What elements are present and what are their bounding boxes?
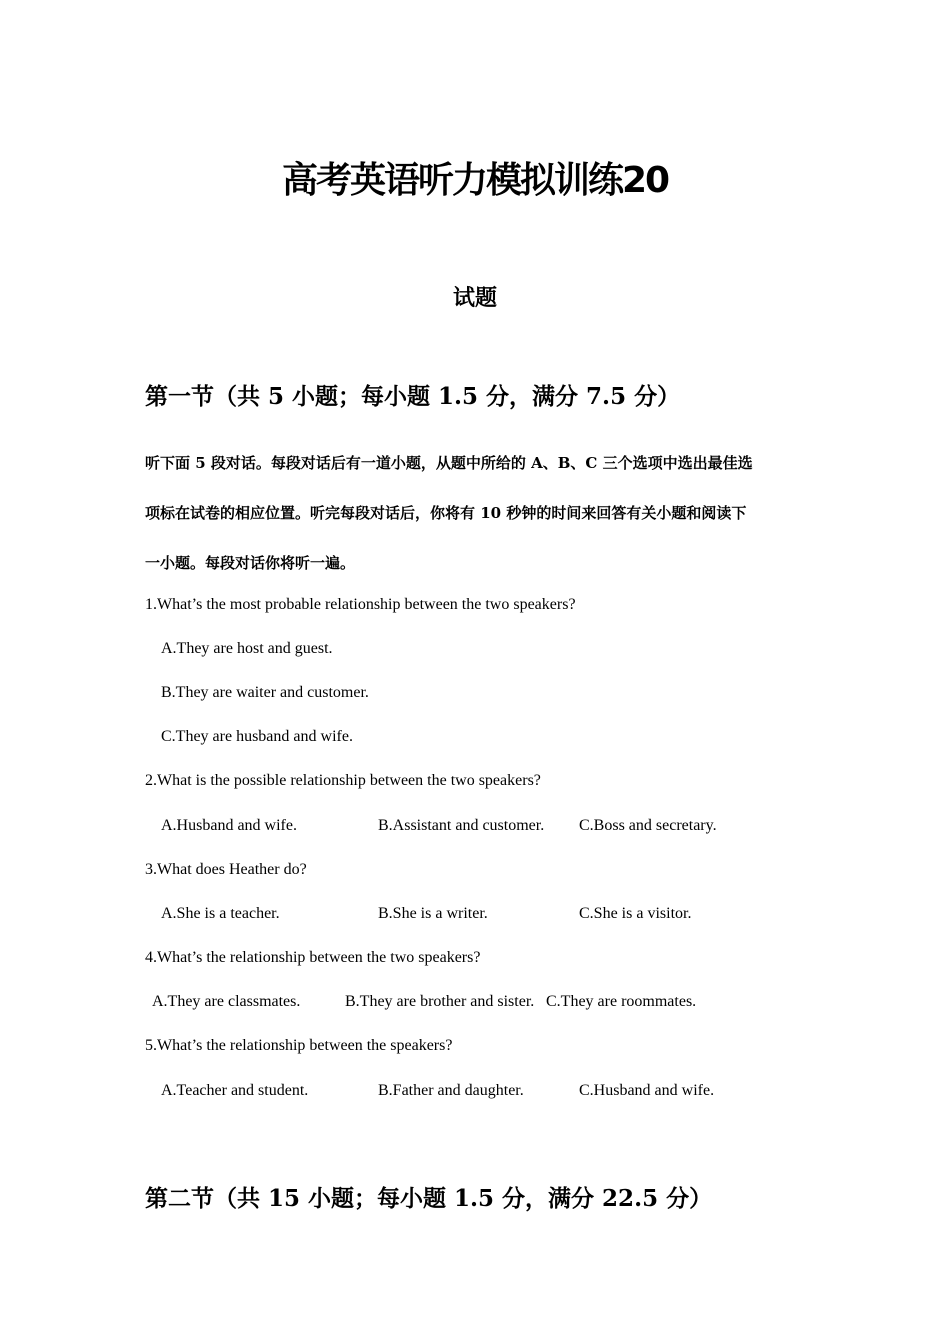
section1-instruction-line: 一小题。每段对话你将听一遍。	[145, 554, 356, 572]
question-4-option-b: B.They are brother and sister.	[345, 993, 535, 1010]
section1-heading: 第一节（共 5 小题；每小题 1.5 分，满分 7.5 分）	[145, 383, 681, 410]
section1-instruction-line: 项标在试卷的相应位置。听完每段对话后，你将有 10 秒钟的时间来回答有关小题和阅读下	[145, 504, 747, 522]
question-5-option-b: B.Father and daughter.	[378, 1082, 524, 1099]
question-1-option-a: A.They are host and guest.	[161, 640, 333, 657]
question-2-option-a: A.Husband and wife.	[161, 817, 297, 834]
question-1-option-c: C.They are husband and wife.	[161, 728, 353, 745]
question-5-option-c: C.Husband and wife.	[579, 1082, 715, 1099]
question-4-text: 4.What’s the relationship between the two speakers?	[145, 949, 481, 966]
question-4-option-c: C.They are roommates.	[546, 993, 697, 1010]
section1-instruction-line: 听下面 5 段对话。每段对话后有一道小题，从题中所给的 A、B、C 三个选项中选出最佳选	[145, 454, 753, 472]
question-5-text: 5.What’s the relationship between the speakers?	[145, 1037, 453, 1054]
question-2-option-c: C.Boss and secretary.	[579, 817, 717, 834]
page-title: 高考英语听力模拟训练20	[281, 160, 669, 201]
question-5-option-a: A.Teacher and student.	[161, 1082, 309, 1099]
question-3-option-b: B.She is a writer.	[378, 905, 488, 922]
question-2-option-b: B.Assistant and customer.	[378, 817, 545, 834]
page-subtitle: 试题	[452, 286, 497, 311]
section2-heading: 第二节（共 15 小题；每小题 1.5 分，满分 22.5 分）	[145, 1185, 713, 1212]
question-1-text: 1.What’s the most probable relationship between the two speakers?	[145, 596, 576, 613]
question-3-text: 3.What does Heather do?	[145, 861, 307, 878]
question-3-option-a: A.She is a teacher.	[161, 905, 280, 922]
question-2-text: 2.What is the possible relationship between the two speakers?	[145, 772, 541, 789]
question-3-option-c: C.She is a visitor.	[579, 905, 692, 922]
question-1-option-b: B.They are waiter and customer.	[161, 684, 369, 701]
question-4-option-a: A.They are classmates.	[152, 993, 301, 1010]
